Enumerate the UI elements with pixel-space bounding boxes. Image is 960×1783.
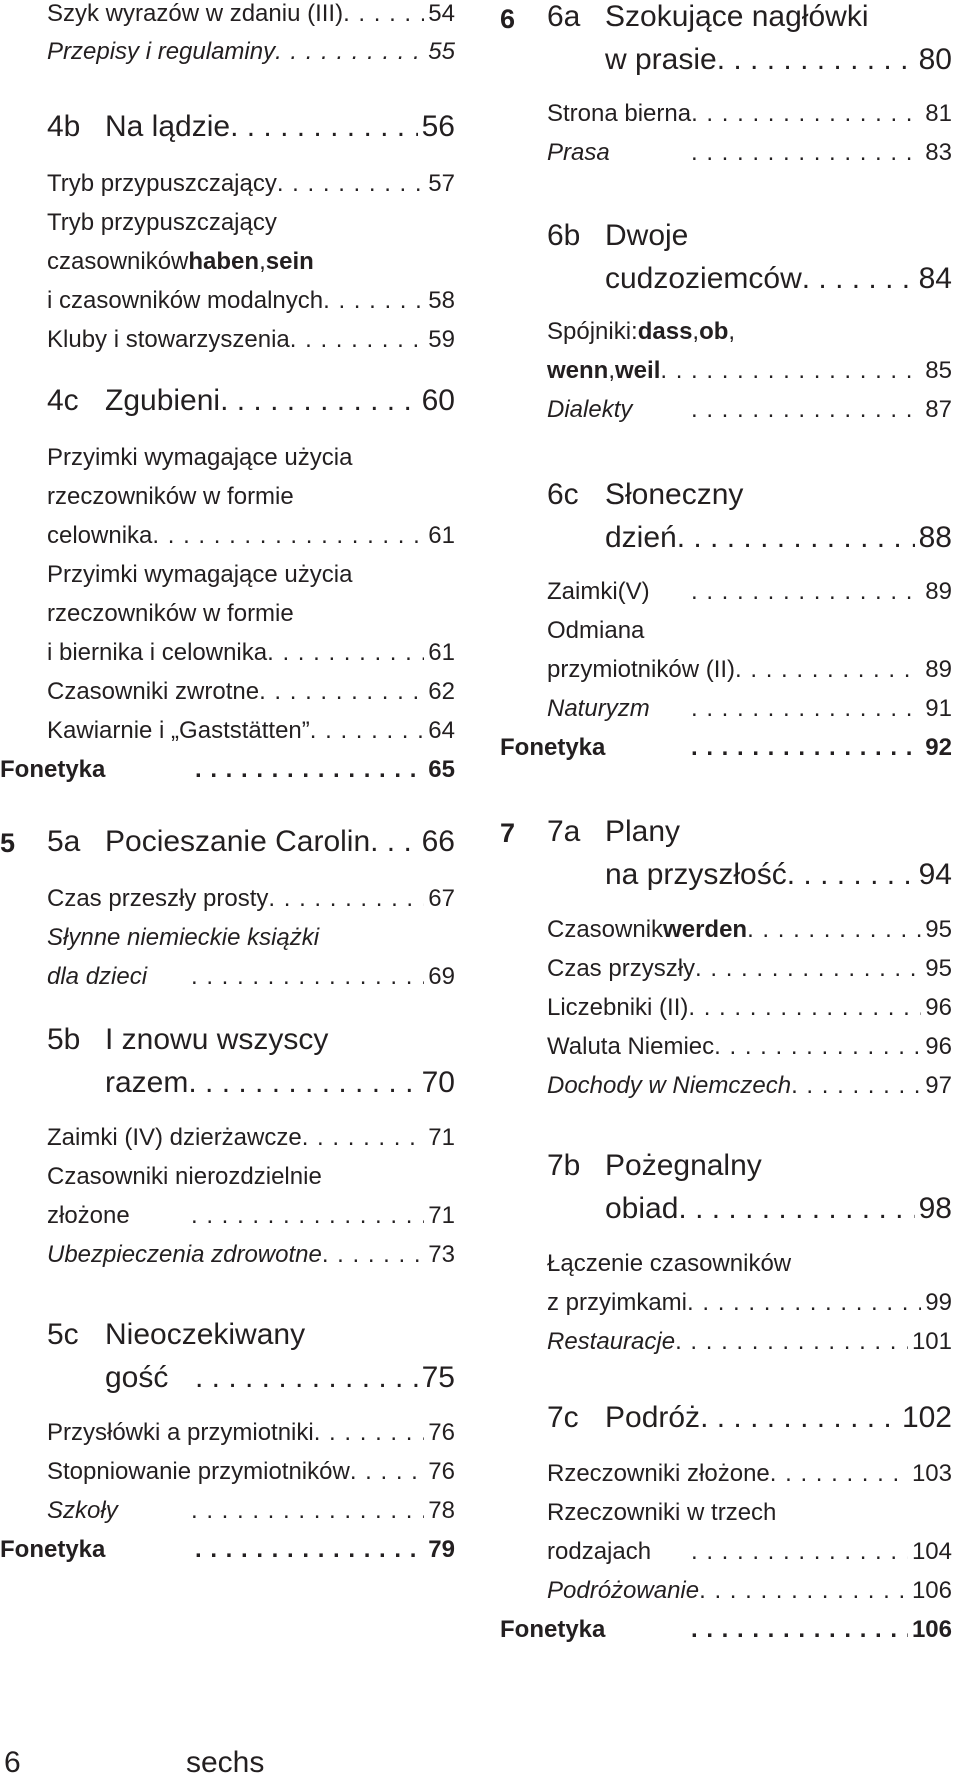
toc-entry: Kluby i stowarzyszenia . . . 59 [47,326,455,354]
toc-entry: Przysłówki a przymiotniki . . . 76 [47,1419,455,1447]
phonetics-entry: Fonetyka . . . 106 [500,1616,952,1644]
toc-entry: Podróżowanie . . . 106 [547,1577,952,1605]
toc-entry: Ubezpieczenia zdrowotne . . . 73 [47,1241,455,1269]
section-heading: 5b I znowu wszyscy [47,1023,329,1056]
toc-entry-line: Przyimki wymagające użycia [47,444,353,471]
toc-entry: Szkoły . . . 78 [47,1497,455,1525]
section-heading-cont: obiad . . . 98 [605,1192,952,1226]
section-heading-cont: gość . . . 75 [105,1361,455,1395]
toc-entry: Czasowniki zwrotne . . . 62 [47,678,455,706]
section-heading: 6b Dwoje [547,219,689,252]
toc-entry: celownika . . . 61 [47,522,455,550]
toc-entry-line: rzeczowników w formie [47,600,294,627]
toc-entry: Szyk wyrazów w zdaniu (III) . . . 54 [47,0,455,28]
page-number: 54 [428,0,455,27]
toc-entry: z przyimkami . . . 99 [547,1289,952,1317]
unit-number: 5 [0,828,16,858]
section-heading: 7a Plany [547,815,681,848]
toc-entry: i czasowników modalnych . . . 58 [47,287,455,315]
toc-entry: dla dzieci . . . 69 [47,963,455,991]
section-heading: 6a Szokujące nagłówki [547,0,869,33]
section-heading: 7b Pożegnalny [547,1149,762,1182]
toc-entry: Stopniowanie przymiotników . . . 76 [47,1458,455,1486]
toc-entry: Dialekty . . . 87 [547,396,952,424]
toc-entry-line: Tryb przypuszczający [47,209,277,236]
page-number: 55 [428,38,455,65]
toc-entry: rodzajach . . . 104 [547,1538,952,1566]
toc-entry: Naturyzm . . . 91 [547,695,952,723]
section-heading: 7c Podróż . . . 102 [547,1401,952,1435]
toc-entry: Prasa . . . 83 [547,139,952,167]
toc-entry-line: Przyimki wymagające użycia [47,561,353,588]
unit-number: 6 [500,4,516,34]
section-heading-cont: cudzoziemców . . . 84 [605,262,952,296]
toc-entry-line: czasowników haben , sein [47,248,314,275]
toc-entry: Restauracje . . . 101 [547,1328,952,1356]
phonetics-entry: Fonetyka . . . 79 [0,1536,455,1564]
section-heading-cont: na przyszłość . . . 94 [605,858,952,892]
toc-entry: Dochody w Niemczech . . . 97 [547,1072,952,1100]
toc-entry: Czas przyszły . . . 95 [547,955,952,983]
section-heading: 4c Zgubieni . . . 60 [47,384,455,418]
footer-page-number: 6 [4,1746,21,1779]
toc-entry: Czasownik werden . . . 95 [547,916,952,944]
section-heading-cont: w prasie . . . 80 [605,43,952,77]
toc-entry: Kawiarnie i „Gaststätten” . . . 64 [47,717,455,745]
toc-entry: Waluta Niemiec . . . 96 [547,1033,952,1061]
phonetics-entry: Fonetyka . . . 65 [0,756,455,784]
phonetics-entry: Fonetyka . . . 92 [500,734,952,762]
section-heading: 6c Słoneczny [547,478,744,511]
toc-entry-line: Odmiana [547,617,645,644]
unit-number: 7 [500,818,516,848]
toc-entry: Przepisy i regulaminy . . . 55 [47,38,455,66]
section-heading: 5a Pocieszanie Carolin . . . 66 [47,825,455,859]
section-heading-cont: dzień . . . 88 [605,521,952,555]
toc-entry: Czas przeszły prosty . . . 67 [47,885,455,913]
toc-entry: Zaimki (IV) dzierżawcze . . . 71 [47,1124,455,1152]
section-heading-cont: razem . . . 70 [105,1066,455,1100]
toc-entry: złożone . . . 71 [47,1202,455,1230]
toc-entry: Liczebniki (II) . . . 96 [547,994,952,1022]
toc-entry-line: Słynne niemieckie książki [47,924,320,951]
toc-entry: Tryb przypuszczający . . . 57 [47,170,455,198]
toc-entry-line: Czasowniki nierozdzielnie [47,1163,322,1190]
toc-entry: Strona bierna . . . 81 [547,100,952,128]
toc-entry: Zaimki(V) . . . 89 [547,578,952,606]
toc-entry: Rzeczowniki złożone . . . 103 [547,1460,952,1488]
section-heading: 4b Na lądzie . . . 56 [47,110,455,144]
toc-entry: i biernika i celownika . . . 61 [47,639,455,667]
toc-entry-line: Łączenie czasowników [547,1250,792,1277]
toc-entry-line: rzeczowników w formie [47,483,294,510]
toc-entry: przymiotników (II) . . . 89 [547,656,952,684]
toc-entry: wenn , weil . . . 85 [547,357,952,385]
toc-entry-line: Spójniki: dass , ob , [547,318,736,345]
section-heading: 5c Nieoczekiwany [47,1318,306,1351]
footer-page-word: sechs [186,1746,265,1779]
toc-entry-line: Rzeczowniki w trzech [547,1499,777,1526]
